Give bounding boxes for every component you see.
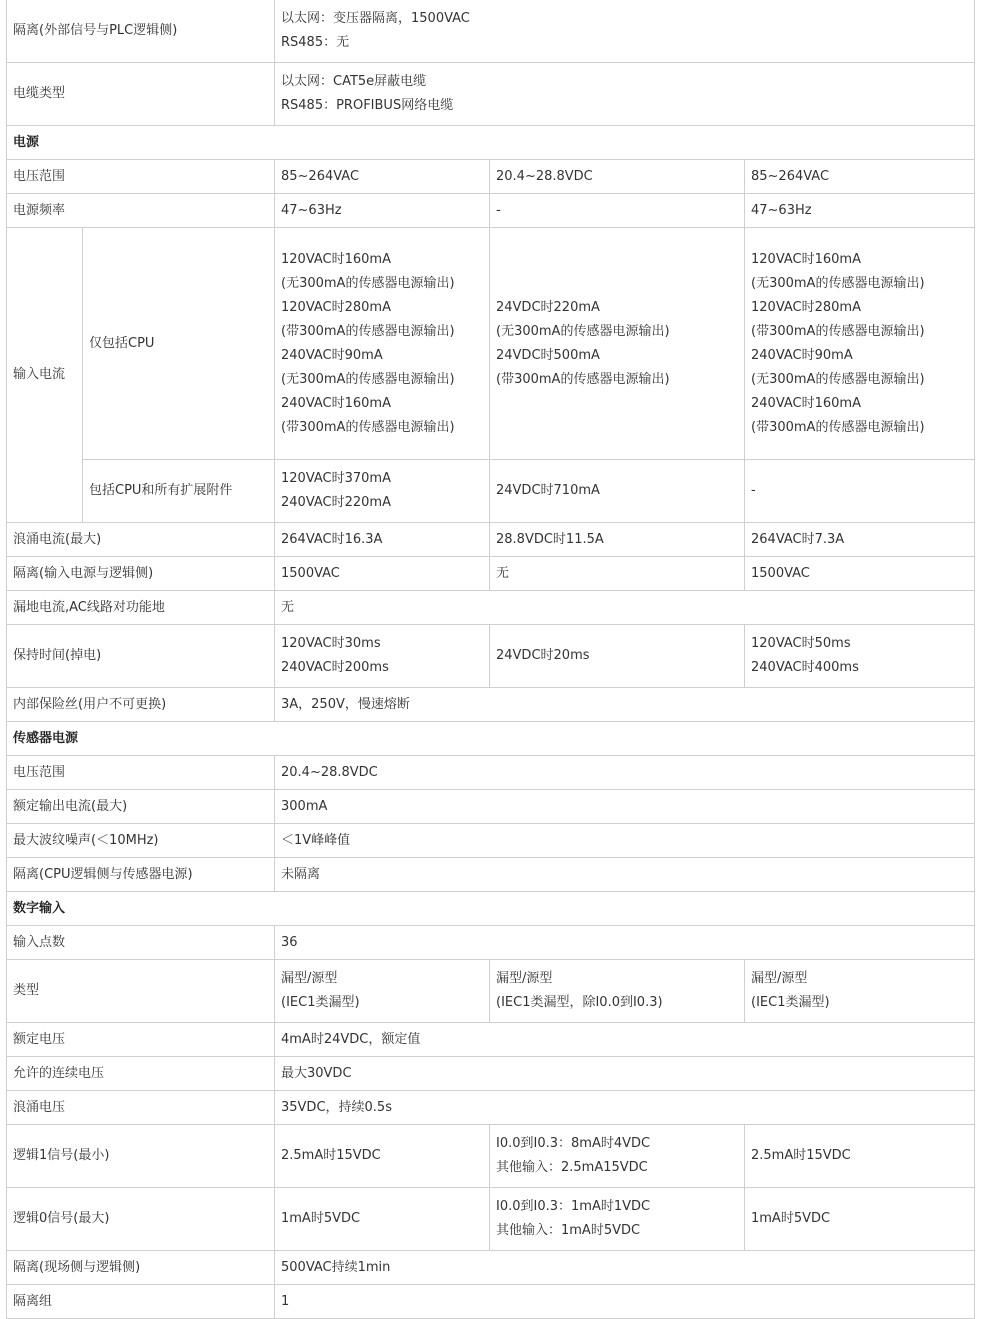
table-row xyxy=(7,688,975,722)
table-row xyxy=(7,1251,975,1285)
cell: 120VAC时50ms 240VAC时400ms xyxy=(745,625,975,688)
row-label: 电缆类型 xyxy=(7,63,275,126)
row-value: 以太网：变压器隔离，1500VAC RS485：无 xyxy=(275,0,975,63)
row-value: 36 xyxy=(275,926,975,960)
cell: 24VDC时710mA xyxy=(490,460,745,523)
cell: 85~264VAC xyxy=(275,160,490,194)
table-row xyxy=(7,460,975,523)
table-row xyxy=(7,960,975,1023)
row-label: 漏地电流,AC线路对功能地 xyxy=(7,591,275,625)
row-value: 4mA时24VDC，额定值 xyxy=(275,1023,975,1057)
cell: 24VDC时20ms xyxy=(490,625,745,688)
table-row xyxy=(7,926,975,960)
table-row xyxy=(7,523,975,557)
cell: 120VAC时30ms 240VAC时200ms xyxy=(275,625,490,688)
cell: 47~63Hz xyxy=(745,194,975,228)
row-label: 电压范围 xyxy=(7,756,275,790)
table-row xyxy=(7,228,975,460)
cell: 1mA时5VDC xyxy=(275,1188,490,1251)
cell: 漏型/源型 (IEC1类漏型) xyxy=(275,960,490,1023)
cell: 1500VAC xyxy=(745,557,975,591)
cell: 2.5mA时15VDC xyxy=(275,1125,490,1188)
row-label: 浪涌电压 xyxy=(7,1091,275,1125)
row-value: 500VAC持续1min xyxy=(275,1251,975,1285)
row-label: 输入点数 xyxy=(7,926,275,960)
row-label: 额定输出电流(最大) xyxy=(7,790,275,824)
table-row xyxy=(7,557,975,591)
row-label: 最大波纹噪声(＜10MHz) xyxy=(7,824,275,858)
table-row xyxy=(7,858,975,892)
cell: 1500VAC xyxy=(275,557,490,591)
table-row xyxy=(7,591,975,625)
sub-label: 包括CPU和所有扩展附件 xyxy=(83,460,275,523)
section-row xyxy=(7,722,975,756)
row-value: 以太网：CAT5e屏蔽电缆 RS485：PROFIBUS网络电缆 xyxy=(275,63,975,126)
table-row xyxy=(7,1125,975,1188)
cell: I0.0到I0.3：8mA时4VDC 其他输入：2.5mA15VDC xyxy=(490,1125,745,1188)
sub-label: 仅包括CPU xyxy=(83,228,275,460)
cell: 20.4~28.8VDC xyxy=(490,160,745,194)
row-label: 允许的连续电压 xyxy=(7,1057,275,1091)
section-title-sensor: 传感器电源 xyxy=(7,722,975,756)
row-value: ＜1V峰峰值 xyxy=(275,824,975,858)
row-label: 逻辑0信号(最大) xyxy=(7,1188,275,1251)
cell: 2.5mA时15VDC xyxy=(745,1125,975,1188)
row-value: 最大30VDC xyxy=(275,1057,975,1091)
cell: 120VAC时370mA 240VAC时220mA xyxy=(275,460,490,523)
row-value: 300mA xyxy=(275,790,975,824)
table-row xyxy=(7,0,975,63)
row-value: 无 xyxy=(275,591,975,625)
cell: 漏型/源型 (IEC1类漏型，除I0.0到I0.3) xyxy=(490,960,745,1023)
cell: 120VAC时160mA (无300mA的传感器电源输出) 120VAC时280mA (带300mA的传感器电源输出) 240VAC时90mA (无300mA的传感器电源输出) 240VAC时160mA (带300mA的传感器电源输出) xyxy=(275,228,490,460)
row-label: 隔离(CPU逻辑侧与传感器电源) xyxy=(7,858,275,892)
table-row xyxy=(7,1285,975,1319)
row-value: 20.4~28.8VDC xyxy=(275,756,975,790)
cell: 120VAC时160mA (无300mA的传感器电源输出) 120VAC时280mA (带300mA的传感器电源输出) 240VAC时90mA (无300mA的传感器电源输出) 240VAC时160mA (带300mA的传感器电源输出) xyxy=(745,228,975,460)
row-label: 隔离组 xyxy=(7,1285,275,1319)
table-row xyxy=(7,63,975,126)
row-label: 逻辑1信号(最小) xyxy=(7,1125,275,1188)
row-label: 隔离(外部信号与PLC逻辑侧) xyxy=(7,0,275,63)
cell: 漏型/源型 (IEC1类漏型) xyxy=(745,960,975,1023)
section-title-power: 电源 xyxy=(7,126,975,160)
section-row xyxy=(7,126,975,160)
cell: I0.0到I0.3：1mA时1VDC 其他输入：1mA时5VDC xyxy=(490,1188,745,1251)
row-label: 隔离(现场侧与逻辑侧) xyxy=(7,1251,275,1285)
cell: - xyxy=(490,194,745,228)
table-row xyxy=(7,1057,975,1091)
cell: 1mA时5VDC xyxy=(745,1188,975,1251)
row-value: 3A，250V，慢速熔断 xyxy=(275,688,975,722)
row-label: 类型 xyxy=(7,960,275,1023)
row-value: 未隔离 xyxy=(275,858,975,892)
cell: 无 xyxy=(490,557,745,591)
cell: 47~63Hz xyxy=(275,194,490,228)
cell: - xyxy=(745,460,975,523)
table-row xyxy=(7,625,975,688)
row-label: 隔离(输入电源与逻辑侧) xyxy=(7,557,275,591)
row-label: 保持时间(掉电) xyxy=(7,625,275,688)
spec-table xyxy=(6,0,975,1319)
row-label: 电压范围 xyxy=(7,160,275,194)
cell: 28.8VDC时11.5A xyxy=(490,523,745,557)
row-label: 额定电压 xyxy=(7,1023,275,1057)
row-value: 35VDC，持续0.5s xyxy=(275,1091,975,1125)
cell: 264VAC时7.3A xyxy=(745,523,975,557)
table-row xyxy=(7,1188,975,1251)
cell: 264VAC时16.3A xyxy=(275,523,490,557)
table-row xyxy=(7,790,975,824)
section-title-digital-input: 数字输入 xyxy=(7,892,975,926)
section-row xyxy=(7,892,975,926)
cell: 24VDC时220mA (无300mA的传感器电源输出) 24VDC时500mA (带300mA的传感器电源输出) xyxy=(490,228,745,460)
row-label: 浪涌电流(最大) xyxy=(7,523,275,557)
table-row xyxy=(7,756,975,790)
table-row xyxy=(7,160,975,194)
row-label: 输入电流 xyxy=(7,228,83,523)
row-label: 电源频率 xyxy=(7,194,275,228)
table-row xyxy=(7,1023,975,1057)
table-row xyxy=(7,1091,975,1125)
table-row xyxy=(7,194,975,228)
cell: 85~264VAC xyxy=(745,160,975,194)
table-row xyxy=(7,824,975,858)
row-label: 内部保险丝(用户不可更换) xyxy=(7,688,275,722)
row-value: 1 xyxy=(275,1285,975,1319)
